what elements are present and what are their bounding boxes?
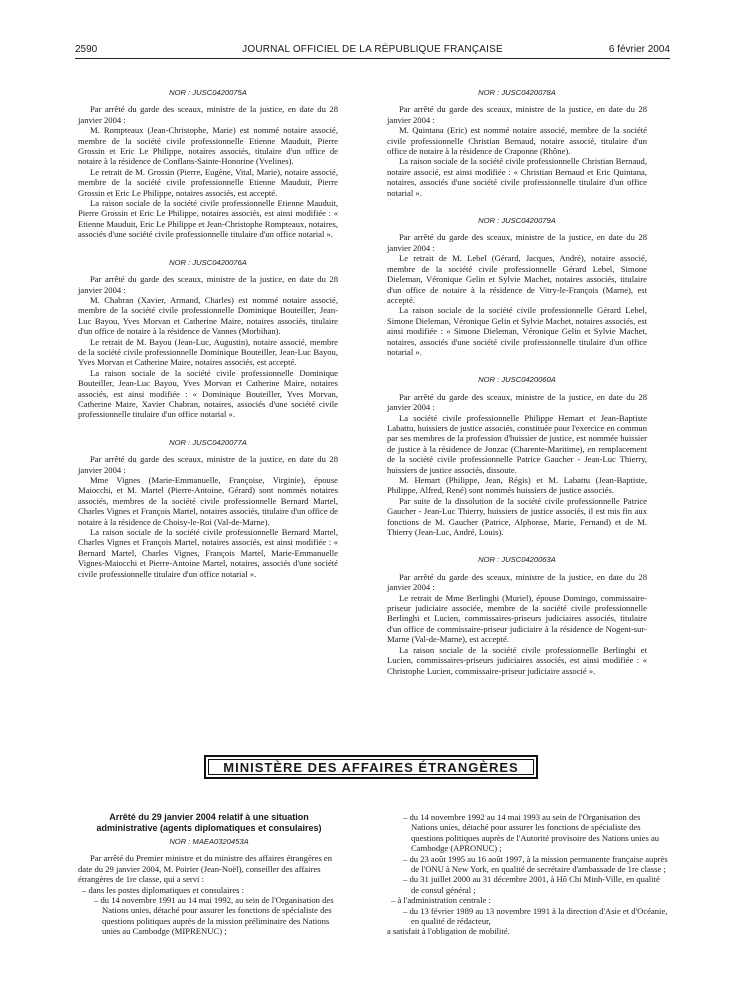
left-column	[78, 88, 338, 597]
decree-paragraph: La raison sociale de la société civile professionnelle Gérard Lebel, Simone Dieleman, Véronique Gelin et Sylvie Machet, notaires associés, est ainsi modifiée : « Simone Dieleman, Véronique Gelin et Sylvie Machet, notaires, associés d'une société civile professionnelle titulaire d'un office notarial ».	[387, 305, 647, 357]
ministry-banner	[204, 755, 538, 779]
nor-reference: NOR : JUSC0420076A	[169, 257, 247, 267]
decree-paragraph: Mme Vignes (Marie-Emmanuelle, Françoise, Virginie), épouse Maiocchi, et M. Martel (Pierre-Antoine, Gérard) sont nommés notaires associés, membres de la société civile professionnelle Bernard Martel, Charles Vignes et François Martel, notaires associés, titulaire d'un office de notaire à la résidence de Choisy-le-Roi (Val-de-Marne).	[78, 475, 338, 527]
decree-paragraph: M. Chabran (Xavier, Armand, Charles) est nommé notaire associé, membre de la société civile professionnelle Dominique Bouteiller, Jean-Luc Bayou, Yves Morvan et Catherine Maire, notaires associés, titulaire d'un office de notaire à la résidence de Vannes (Morbihan).	[78, 294, 338, 337]
article-right-column	[387, 812, 669, 937]
decree-section	[78, 258, 338, 420]
decree-section	[387, 216, 647, 357]
ministry-banner-text: MINISTÈRE DES AFFAIRES ÉTRANGÈRES	[223, 759, 519, 775]
right-column	[387, 88, 647, 694]
decree-paragraph: Par arrêté du garde des sceaux, ministre de la justice, en date du 28 janvier 2004 :	[387, 391, 647, 413]
journal-title: JOURNAL OFFICIEL DE LA RÉPUBLIQUE FRANÇAISE	[242, 44, 503, 55]
decree-paragraph: M. Quintana (Eric) est nommé notaire associé, membre de la société civile professionnelle Christian Bernaud, notaire associé, titulaire d'un office de notaire à la résidence de Craponne (Rhône).	[387, 125, 647, 157]
list-item: – du 13 février 1989 au 13 novembre 1991 à la direction d'Asie et d'Océanie, en qualité de rédacteur,	[403, 905, 668, 927]
list-item: – à l'administration centrale :	[391, 895, 491, 906]
list-item: – dans les postes diplomatiques et consulaires :	[82, 884, 245, 895]
decree-paragraph: La société civile professionnelle Philippe Hemart et Jean-Baptiste Labattu, huissiers de justice associés, constituée pour l'exercice en commun par ses membres de la profession d'huissier de justice, est nommée huissier de justice à la résidence de Jonzac (Charente-Maritime), en remplacement de la société civile professionnelle Patrice Gaucher - Jean-Luc Thierry, huissiers de justice associés, dissoute.	[387, 412, 647, 475]
decree-paragraph: Par arrêté du garde des sceaux, ministre de la justice, en date du 28 janvier 2004 :	[387, 571, 647, 593]
list-item: – du 14 novembre 1992 au 14 mai 1993 au sein de l'Organisation des Nations unies, détaché pour assurer les fonctions de spécialiste des questions politiques auprès de l'Autorité provisoire des Nations unies au Cambodge (APRONUC) ;	[403, 812, 660, 854]
decree-paragraph: M. Rompteaux (Jean-Christophe, Marie) est nommé notaire associé, membre de la société civile professionnelle Etienne Mauduit, Pierre Grossin et Eric Le Philippe, notaires associés, titulaire d'un office de notaire à la résidence de Conflans-Sainte-Honorine (Yvelines).	[78, 125, 338, 167]
nor-reference: NOR : JUSC0420079A	[478, 216, 556, 226]
decree-paragraph: Par arrêté du garde des sceaux, ministre de la justice, en date du 28 janvier 2004 :	[78, 104, 338, 125]
issue-date: 6 février 2004	[608, 44, 670, 55]
decree-paragraph: Par arrêté du garde des sceaux, ministre de la justice, en date du 28 janvier 2004 :	[387, 232, 647, 253]
nor-reference: NOR : JUSC0420075A	[169, 88, 247, 97]
decree-paragraph: Par arrêté du garde des sceaux, ministre de la justice, en date du 28 janvier 2004 :	[387, 104, 647, 125]
page-number: 2590	[75, 44, 98, 55]
decree-section	[387, 88, 647, 198]
list-item: – du 14 novembre 1991 au 14 mai 1992, au sein de l'Organisation des Nations unies, détaché pour assurer les fonctions de spécialiste des questions politiques auprès de la mission préliminaire des Nations unies au Cambodge (MIPRENUC) ;	[94, 895, 334, 937]
article-title: Arrêté du 29 janvier 2004 relatif à une situation administrative (agents diplomatiques et consulaires)	[96, 812, 322, 833]
decree-paragraph: Par suite de la dissolution de la société civile professionnelle Patrice Gaucher - Jean-Luc Thierry, huissiers de justice associés, il est mis fin aux fonctions de M. Gaucher (Patrice, Alphonse, Marie, Fernand) et de M. Thierry (Jean-Luc, André, Louis).	[387, 495, 647, 538]
article-right-items	[387, 812, 669, 937]
nor-reference: NOR : JUSC0420060A	[478, 375, 556, 385]
list-item: – du 31 juillet 2000 au 31 décembre 2001, à Hô Chi Minh-Ville, en qualité de consul général ;	[403, 874, 660, 895]
header-rule	[75, 58, 670, 59]
decree-paragraph: La raison sociale de la société civile professionnelle Christian Bernaud, notaire associé, est ainsi modifiée : « Christian Bernaud et Eric Quintana, notaires, associés d'une société civile professionnelle titulaire d'un office notarial ».	[387, 156, 647, 198]
decree-paragraph: Par arrêté du garde des sceaux, ministre de la justice, en date du 28 janvier 2004 :	[78, 454, 338, 475]
decree-paragraph: Le retrait de M. Bayou (Jean-Luc, Augustin), notaire associé, membre de la société civile professionnelle Dominique Bouteiller, Jean-Luc Bayou, Yves Morvan et Catherine Maire, notaires associés, est accepté.	[78, 336, 338, 368]
decree-section	[387, 555, 647, 675]
article-intro: Par arrêté du Premier ministre et du ministre des affaires étrangères en date du 29 janvier 2004, M. Poirier (Jean-Noël), conseiller des affaires étrangères de 1re classe, qui a servi :	[78, 853, 333, 885]
article-left-items	[78, 885, 340, 937]
article-left-column	[78, 812, 340, 937]
decree-paragraph: La raison sociale de la société civile professionnelle Etienne Mauduit, Pierre Grossin et Eric Le Philippe, notaires associés, est ainsi modifiée : « Etienne Mauduit, Eric Le Philippe et Jean-Christophe Rompteaux, notaires, associés d'une société civile professionnelle titulaire d'un office notarial ».	[78, 198, 338, 240]
nor-reference: NOR : JUSC0420077A	[169, 437, 247, 447]
list-item: – du 23 août 1995 au 16 août 1997, à la mission permanente française auprès de l'ONU à New York, en qualité de secrétaire d'ambassade de 1re classe ;	[403, 853, 668, 875]
decree-paragraph: Le retrait de Mme Berlinghi (Muriel), épouse Domingo, commissaire-priseur judiciaire associée, membre de la société civile professionnelle Berlinghi et Lucien, commissaires-priseurs judiciaires associés, titulaire d'un office de commissaire-priseur judiciaire à la résidence de Nogent-sur-Marne (Val-de-Marne), est accepté.	[387, 592, 647, 645]
decree-paragraph: M. Hemart (Philippe, Jean, Régis) et M. Labattu (Jean-Baptiste, Philippe, Alfred, René) sont nommés huissiers de justice associés.	[387, 475, 647, 496]
page-header	[75, 44, 670, 58]
decree-paragraph: Le retrait de M. Grossin (Pierre, Eugène, Vital, Marie), notaire associé, membre de la société civile professionnelle Etienne Mauduit, Pierre Grossin et Eric Le Philippe, notaires associés, est accepté.	[78, 166, 338, 198]
article-nor: NOR : MAEA0320453A	[169, 837, 249, 846]
decree-paragraph: Le retrait de M. Lebel (Gérard, Jacques, André), notaire associé, membre de la société civile professionnelle Gérard Lebel, Simone Dieleman, Véronique Gelin et Sylvie Machet, notaires associés, titulaire d'un office de notaire à la résidence de Vitry-le-François (Marne), est accepté.	[387, 253, 647, 305]
nor-reference: NOR : JUSC0420063A	[478, 555, 556, 565]
decree-section	[78, 438, 338, 579]
list-item: a satisfait à l'obligation de mobilité.	[387, 926, 510, 937]
nor-reference: NOR : JUSC0420078A	[478, 88, 556, 97]
decree-paragraph: La raison sociale de la société civile professionnelle Berlinghi et Lucien, commissaires-priseurs judiciaires associés, est ainsi modifiée : « Christophe Lucien, commissaire-priseur judiciaire associé ».	[387, 644, 647, 676]
decree-paragraph: La raison sociale de la société civile professionnelle Dominique Bouteiller, Jean-Luc Bayou, Yves Morvan et Catherine Maire, notaires associés, est ainsi modifiée : « Dominique Bouteiller, Yves Morvan, Catherine Maire, Xavier Chabran, notaires, associés d'une société civile professionnelle titulaire d'un office notarial ».	[78, 367, 338, 420]
decree-paragraph: Par arrêté du garde des sceaux, ministre de la justice, en date du 28 janvier 2004 :	[78, 274, 338, 295]
decree-section	[387, 375, 647, 537]
decree-section	[78, 88, 338, 240]
decree-paragraph: La raison sociale de la société civile professionnelle Bernard Martel, Charles Vignes et François Martel, notaires associés, est ainsi modifiée : « Bernard Martel, Charles Vignes, François Martel, Marie-Emmanuelle Vignes-Maiocchi et Pierre-Antoine Martel, notaires, associés d'une société civile professionnelle titulaire d'un office notarial ».	[78, 527, 338, 579]
